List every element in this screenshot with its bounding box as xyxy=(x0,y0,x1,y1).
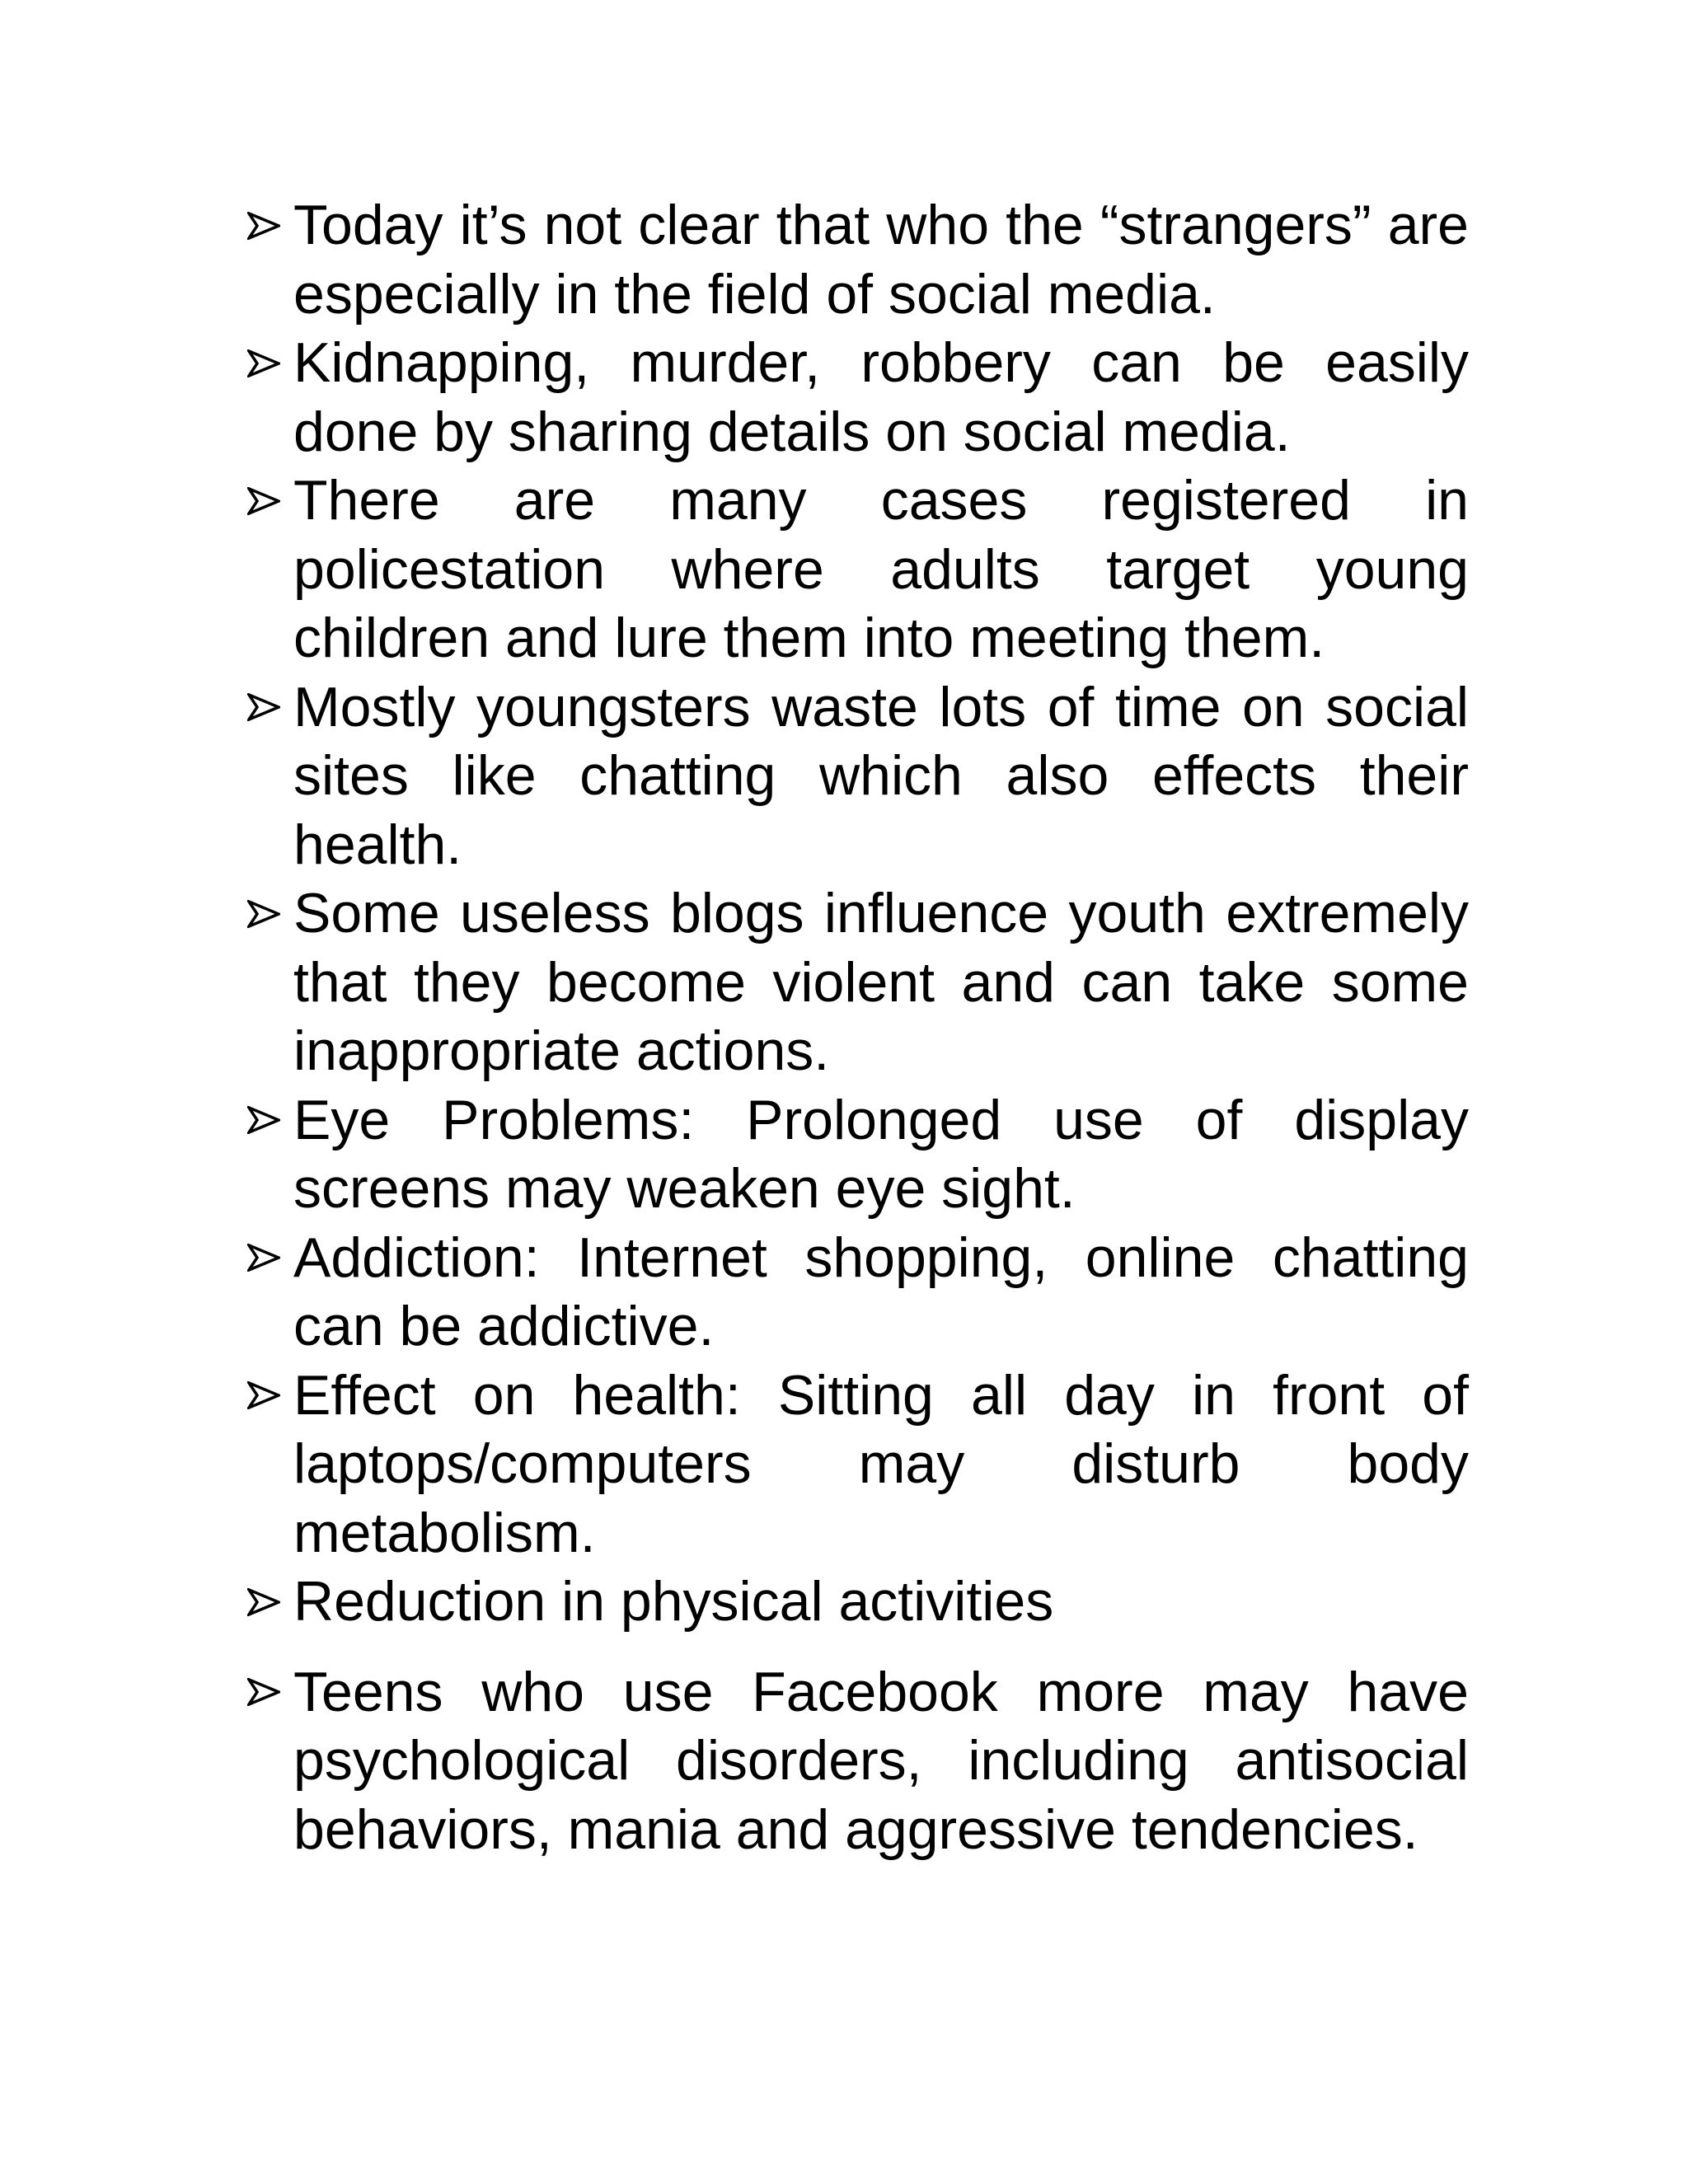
bullet-text: Some useless blogs influence youth extremely that they become violent and can take some inappropriate actions. xyxy=(293,882,1469,1082)
arrowhead-bullet-icon xyxy=(247,1086,293,1155)
bullet-text: There are many cases registered in policestation where adults target young children and lure them into meeting them. xyxy=(293,469,1469,669)
list-item xyxy=(247,1658,1469,1865)
list-item xyxy=(247,329,1469,466)
bullet-text: Reduction in physical activities xyxy=(293,1570,1054,1633)
list-item xyxy=(247,879,1469,1086)
bullet-text: Today it’s not clear that who the “strangers” are especially in the field of social media. xyxy=(293,194,1469,326)
bullet-text: Effect on health: Sitting all day in front of laptops/computers may disturb body metabolism. xyxy=(293,1363,1469,1564)
bullet-text: Mostly youngsters waste lots of time on social sites like chatting which also effects their health. xyxy=(293,675,1469,876)
list-item xyxy=(247,673,1469,880)
arrowhead-bullet-icon xyxy=(247,329,293,398)
arrowhead-bullet-icon xyxy=(247,1658,293,1727)
arrowhead-bullet-icon xyxy=(247,466,293,536)
arrowhead-bullet-icon xyxy=(247,191,293,260)
list-item xyxy=(247,466,1469,673)
arrowhead-bullet-icon xyxy=(247,1568,293,1637)
arrowhead-bullet-icon xyxy=(247,1361,293,1431)
bullet-text: Kidnapping, murder, robbery can be easily done by sharing details on social media. xyxy=(293,331,1469,463)
bullet-list xyxy=(247,191,1469,1864)
arrowhead-bullet-icon xyxy=(247,1224,293,1293)
list-item xyxy=(247,191,1469,329)
bullet-text: Eye Problems: Prolonged use of display screens may weaken eye sight. xyxy=(293,1088,1469,1220)
arrowhead-bullet-icon xyxy=(247,879,293,949)
list-item xyxy=(247,1568,1469,1637)
list-item xyxy=(247,1086,1469,1224)
bullet-text: Teens who use Facebook more may have psychological disorders, including antisocial behaviors, mania and aggressive tendencies. xyxy=(293,1660,1469,1861)
bullet-text: Addiction: Internet shopping, online chatting can be addictive. xyxy=(293,1226,1469,1357)
list-item xyxy=(247,1224,1469,1361)
arrowhead-bullet-icon xyxy=(247,673,293,743)
list-item xyxy=(247,1361,1469,1568)
